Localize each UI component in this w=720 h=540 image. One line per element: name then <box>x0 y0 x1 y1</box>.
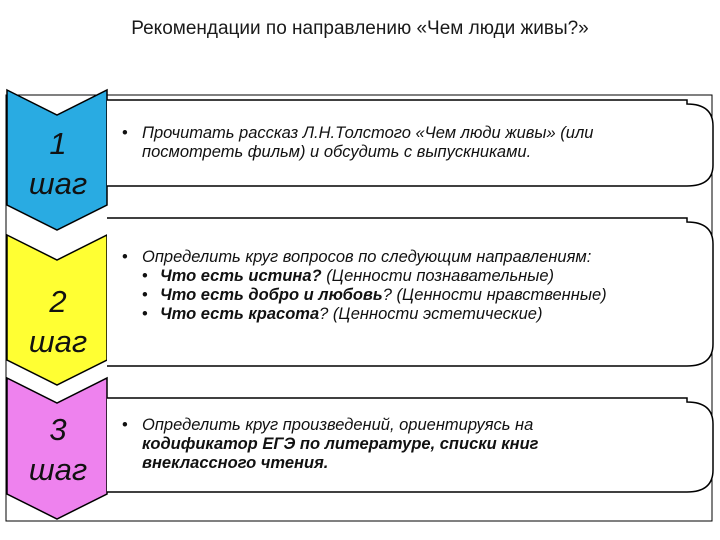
step2-item3-bold: Что есть красота <box>160 305 320 323</box>
step1-label <box>6 124 110 204</box>
step3-bold-line1: кодификатор ЕГЭ по литературе, списки книг <box>142 435 539 453</box>
step2-label <box>6 282 110 362</box>
step2-item3-rest: ? (Ценности эстетические) <box>319 305 543 323</box>
step1-word: шаг <box>28 166 88 201</box>
step2-subitem <box>120 267 700 286</box>
step2-item1-bold: Что есть истина? <box>160 267 322 285</box>
step2-item1-rest: (Ценности познавательные) <box>321 267 555 285</box>
step1-text <box>120 124 700 162</box>
step3-text <box>120 416 700 473</box>
bullet-icon: • <box>122 124 128 142</box>
step2-item2-rest: ? (Ценности нравственные) <box>382 286 607 304</box>
bullet-icon: • <box>142 286 148 304</box>
bullet-icon: • <box>122 416 128 434</box>
step2-word: шаг <box>28 324 88 359</box>
step3-number: 3 <box>49 412 67 447</box>
step3-label <box>6 410 110 490</box>
step2-intro-item <box>120 248 700 267</box>
bullet-icon: • <box>142 267 148 285</box>
step2-text <box>120 248 700 324</box>
step1-bullet-item <box>120 124 700 162</box>
step2-number: 2 <box>49 284 67 319</box>
bullet-icon: • <box>122 248 128 266</box>
step2-subitem <box>120 305 700 324</box>
step2-item2-bold: Что есть добро и любовь <box>160 286 383 304</box>
bullet-icon: • <box>142 305 148 323</box>
step3-bold-line2: внеклассного чтения. <box>142 454 329 472</box>
step2-subitem <box>120 286 700 305</box>
step1-line2: посмотреть фильм) и обсудить с выпускниками. <box>142 143 532 161</box>
step2-intro: Определить круг вопросов по следующим направлениям: <box>142 248 592 266</box>
step1-number: 1 <box>49 126 67 161</box>
page-title: Рекомендации по направлению «Чем люди живы?» <box>131 18 589 39</box>
step1-line1: Прочитать рассказ Л.Н.Толстого «Чем люди живы» (или <box>142 124 594 142</box>
step3-word: шаг <box>28 452 88 487</box>
step3-lead: Определить круг произведений, ориентируясь на <box>142 416 534 434</box>
step3-bullet-item <box>120 416 700 473</box>
